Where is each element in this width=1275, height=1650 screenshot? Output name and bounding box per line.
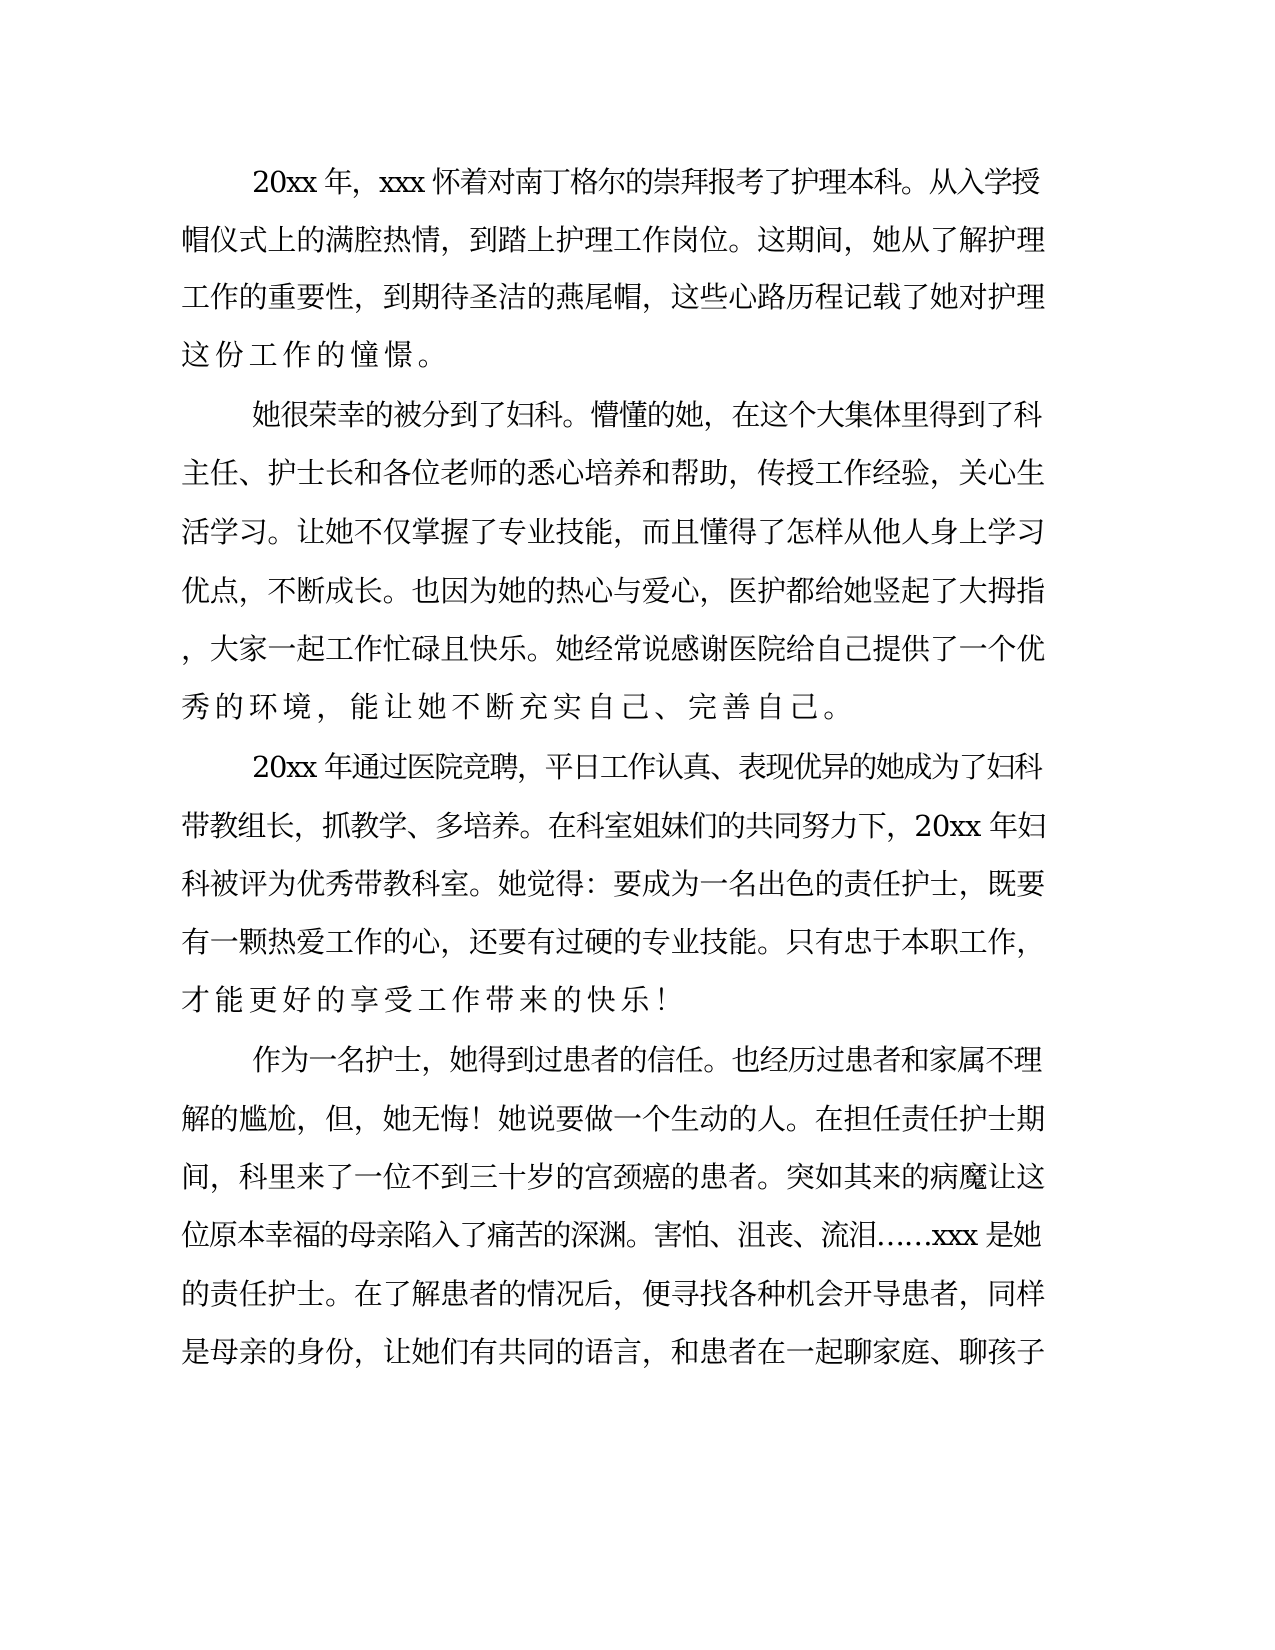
paragraph-4-line-4: 位原本幸福的母亲陷入了痛苦的深渊。害怕、沮丧、流泪……xxx 是她 [181, 1218, 1041, 1252]
paragraph-4-line-6: 是母亲的身份，让她们有共同的语言，和患者在一起聊家庭、聊孩子 [181, 1335, 1046, 1369]
paragraph-3-line-5: 才能更好的享受工作带来的快乐！ [181, 983, 689, 1017]
paragraph-3-line-2: 带教组长，抓教学、多培养。在科室姐妹们的共同努力下，20xx 年妇 [181, 809, 1046, 843]
paragraph-1-line-4: 这份工作的憧憬。 [181, 338, 452, 372]
paragraph-1-line-3: 工作的重要性，到期待圣洁的燕尾帽，这些心路历程记载了她对护理 [181, 280, 1046, 314]
paragraph-2-line-1: 她很荣幸的被分到了妇科。懵懂的她，在这个大集体里得到了科 [252, 398, 1042, 432]
paragraph-2-line-6: 秀的环境，能让她不断充实自己、完善自己。 [181, 690, 858, 724]
paragraph-3-line-1: 20xx 年通过医院竞聘，平日工作认真、表现优异的她成为了妇科 [252, 750, 1042, 784]
paragraph-1-line-2: 帽仪式上的满腔热情，到踏上护理工作岗位。这期间，她从了解护理 [181, 223, 1046, 257]
paragraph-3-line-3: 科被评为优秀带教科室。她觉得：要成为一名出色的责任护士，既要 [181, 867, 1046, 901]
paragraph-4-line-3: 间，科里来了一位不到三十岁的宫颈癌的患者。突如其来的病魔让这 [181, 1160, 1046, 1194]
paragraph-4-line-5: 的责任护士。在了解患者的情况后，便寻找各种机会开导患者，同样 [181, 1277, 1046, 1311]
paragraph-4-line-1: 作为一名护士，她得到过患者的信任。也经历过患者和家属不理 [252, 1043, 1042, 1077]
paragraph-2-line-4: 优点，不断成长。也因为她的热心与爱心，医护都给她竖起了大拇指 [181, 574, 1046, 608]
paragraph-3-line-4: 有一颗热爱工作的心，还要有过硬的专业技能。只有忠于本职工作， [181, 925, 1046, 959]
paragraph-1-line-1: 20xx 年，xxx 怀着对南丁格尔的崇拜报考了护理本科。从入学授 [252, 165, 1039, 199]
paragraph-2-line-3: 活学习。让她不仅掌握了专业技能，而且懂得了怎样从他人身上学习 [181, 515, 1046, 549]
paragraph-4-line-2: 解的尴尬，但，她无悔！她说要做一个生动的人。在担任责任护士期 [181, 1102, 1046, 1136]
paragraph-2-line-5: ，大家一起工作忙碌且快乐。她经常说感谢医院给自己提供了一个优 [181, 632, 1046, 666]
paragraph-2-line-2: 主任、护士长和各位老师的悉心培养和帮助，传授工作经验，关心生 [181, 456, 1046, 490]
